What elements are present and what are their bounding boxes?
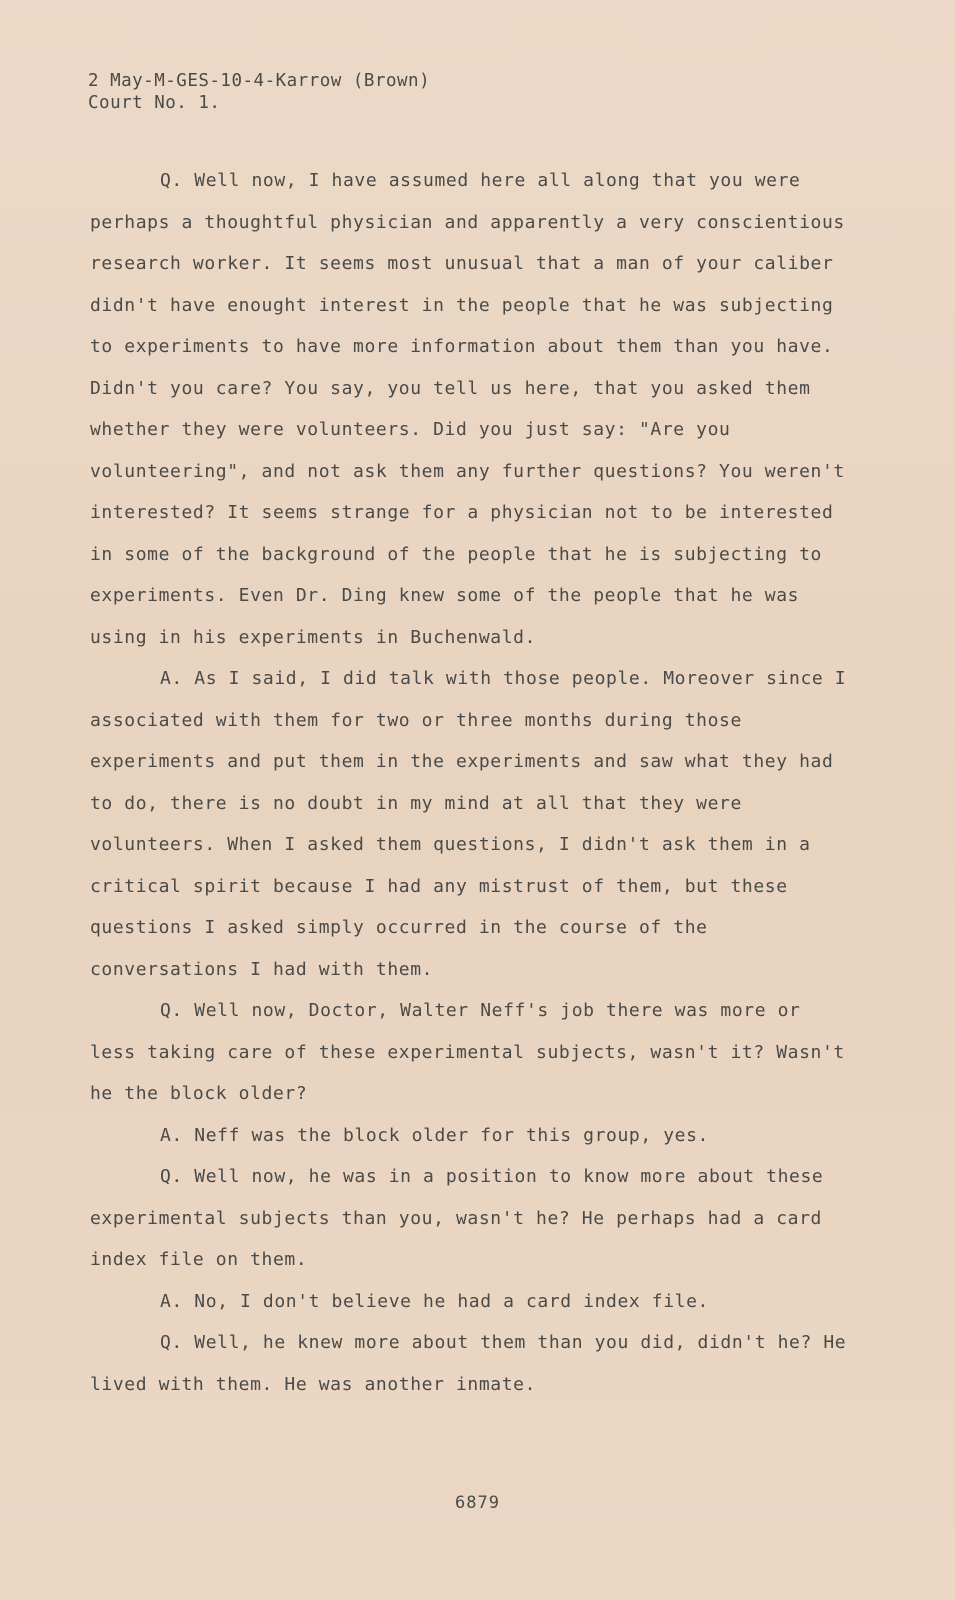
answer-paragraph: A. Neff was the block older for this group, yes. — [160, 1124, 709, 1146]
question-paragraph: Q. Well now, he was in a position to know more about these experimental subjects than you, wasn't he? He perhaps had a card index file on them. — [90, 1166, 824, 1270]
header-case-line: 2 May-M-GES-10-4-Karrow (Brown) — [88, 71, 431, 91]
question-paragraph: Q. Well now, Doctor, Walter Neff's job there was more or less taking care of these experimental subjects, wasn't it? Wasn't he the block older? — [90, 1000, 845, 1104]
document-header — [88, 70, 430, 114]
answer-paragraph: A. As I said, I did talk with those people. Moreover since I associated with them for two or three months during those experiments and put them in the experiments and saw what they had to do, there is no doubt in my mind at all that they were volunteers. When I asked them questions, I didn't ask them in a critical spirit because I had any mistrust of them, but these questions I asked simply occurred in the course of the conversations I had with them. — [90, 668, 847, 980]
header-court-line: Court No. 1. — [88, 93, 221, 113]
answer-paragraph: A. No, I don't believe he had a card index file. — [160, 1290, 709, 1312]
page-number: 6879 — [455, 1493, 500, 1513]
question-paragraph: Q. Well now, I have assumed here all along that you were perhaps a thoughtful physician and apparently a very conscientious research worker. It seems most unusual that a man of your caliber didn't have enought interest in the people that he was subjecting to experiments to have more information about them than you have. Didn't you care? You say, you tell us here, that you asked them whether they were volunteers. Did you just say: "Are you volunteering", and not ask them any further questions? You weren't interested? It seems strange for a physician not to be interested in some of the background of the people that he is subjecting to experiments. Even Dr. Ding knew some of the people that he was using in his experiments in Buchenwald. — [90, 170, 845, 648]
transcript-body — [90, 160, 850, 1405]
question-paragraph: Q. Well, he knew more about them than you did, didn't he? He lived with them. He was another inmate. — [90, 1332, 847, 1395]
